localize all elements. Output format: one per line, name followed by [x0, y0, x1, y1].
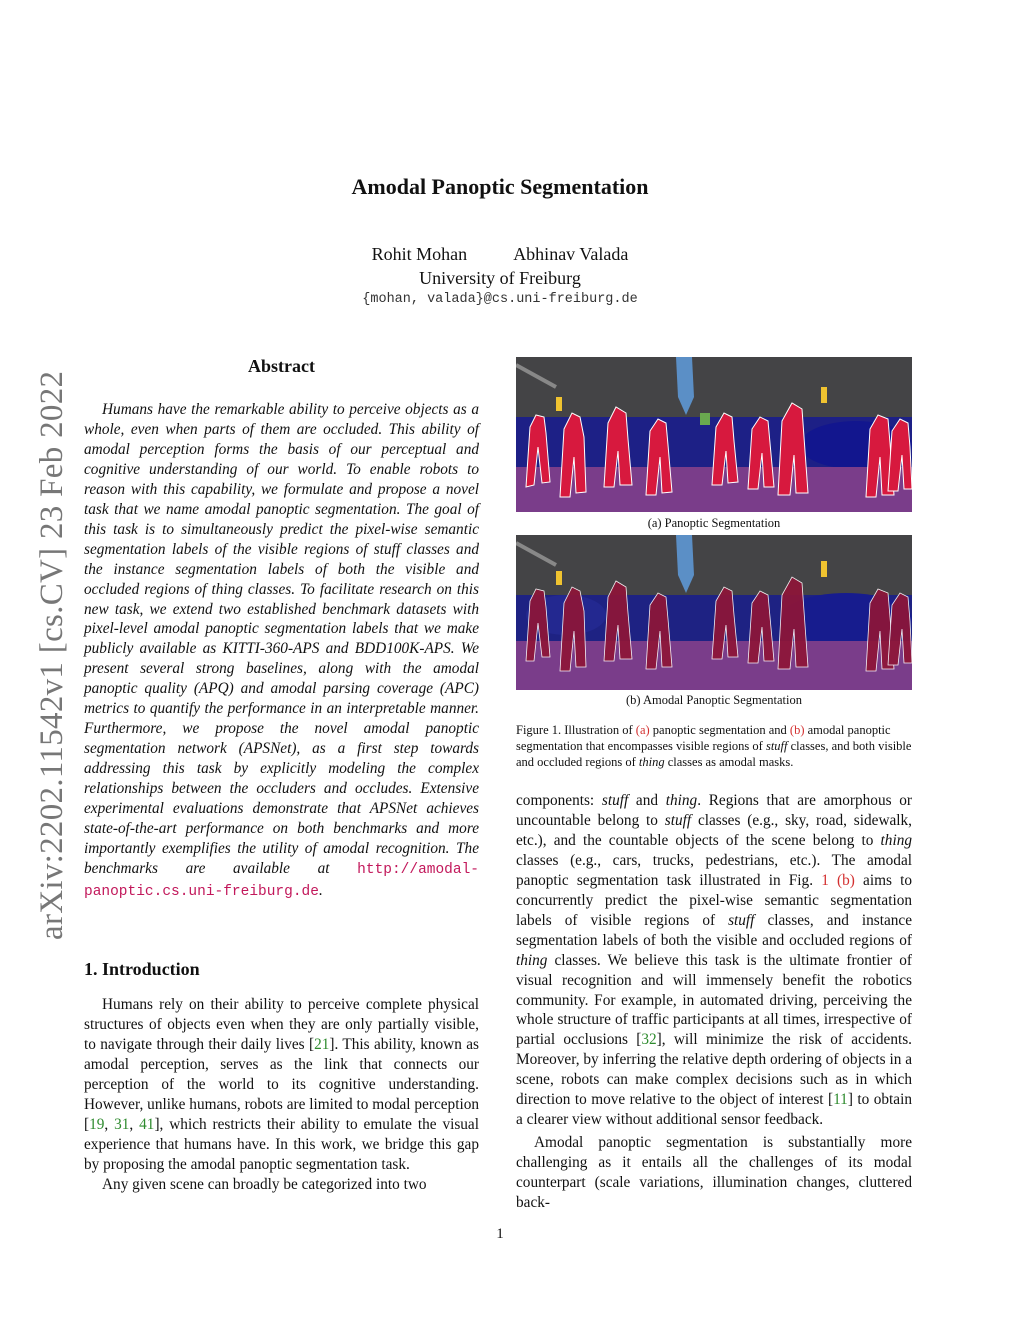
figure-ref[interactable]: 1 (b): [821, 871, 855, 889]
intro-paragraph-1: [84, 995, 479, 1175]
text: ,: [104, 1115, 115, 1133]
text: and: [628, 792, 666, 809]
figure-ref-b[interactable]: (b): [789, 723, 805, 737]
term-stuff: stuff: [601, 792, 629, 809]
text: ], will minimize the risk of accidents. Moreover, by inferring the relative depth ordering of objects in a scene, robots can make complex decisions such as in which direction to move relative to the object of interest [: [516, 1031, 912, 1109]
text: ], which restricts their ability to emulate the visual experience that humans have. In this work, we bridge this gap by proposing the amodal panoptic segmentation task.: [84, 1115, 479, 1173]
term-thing: thing: [880, 831, 912, 849]
right-paragraph-2: Amodal panoptic segmentation is substantially more challenging as it entails all the challenges of its modal counterpart (scale variations, illumination changes, cluttered back-: [516, 1134, 912, 1211]
intro-paragraph-2: Any given scene can broadly be categorized into two: [102, 1176, 427, 1193]
affiliation: University of Freiburg: [419, 268, 581, 288]
section-heading-introduction: 1. Introduction: [84, 959, 200, 979]
figure-caption: [516, 722, 912, 770]
text: classes (e.g., cars, trucks, pedestrians, etc.). The amodal panoptic segmentation task illustrated in Fig.: [516, 851, 912, 889]
text: Figure 1. Illustration of: [516, 723, 636, 737]
text: ]. This ability, known as amodal perception, serves as the link that connects our perception of the world to its cognitive understanding. However, unlike humans, robots are limited to modal perception [: [84, 1035, 479, 1133]
text: components:: [516, 792, 602, 809]
citation-link[interactable]: 32: [641, 1031, 657, 1049]
term-thing: thing: [638, 755, 665, 769]
paper-title: Amodal Panoptic Segmentation: [351, 174, 649, 199]
right-paragraph-1: [516, 791, 912, 1130]
term-stuff: stuff: [765, 739, 788, 753]
text: classes, and both visible and occluded regions of: [516, 739, 912, 769]
citation-link[interactable]: 41: [139, 1115, 155, 1133]
citation-link[interactable]: 31: [114, 1115, 130, 1133]
subfigure-caption-b: (b) Amodal Panoptic Segmentation: [625, 693, 802, 707]
term-stuff: stuff: [728, 911, 755, 929]
term-thing: thing: [665, 792, 698, 809]
term-stuff: stuff: [664, 811, 692, 829]
citation-link[interactable]: 19: [89, 1115, 105, 1133]
panoptic-segmentation-image: [516, 357, 912, 512]
abstract-end: .: [318, 881, 323, 899]
text: Humans rely on their ability to perceive complete physical structures of objects even when they are only partially visible, to navigate through their daily lives [: [84, 996, 479, 1053]
author-emails: {mohan, valada}@cs.uni-freiburg.de: [362, 292, 638, 307]
citation-link[interactable]: 21: [314, 1035, 330, 1053]
abstract-heading: Abstract: [248, 356, 315, 376]
page-number: 1: [496, 1226, 504, 1242]
author-block: [0, 242, 1000, 290]
abstract-body: Humans have the remarkable ability to perceive objects as a whole, even when parts of them are occluded. This ability of amodal perception forms the basis of our perceptual and cognitive understanding of our world. To enable robots to reason with this capability, we formulate and propose a novel task that we name amodal panoptic segmentation. The goal of this task is to simultaneously predict the pixel-wise semantic segmentation labels of the visible regions of stuff classes and the instance segmentation labels of both the visible and occluded regions of thing classes. To facilitate research on this new task, we extend two established benchmark datasets with pixel-level amodal panoptic segmentation labels that we make publicly available as KITTI-360-APS and BDD100K-APS. We present several strong baselines, along with the amodal panoptic quality (APQ) and amodal parsing coverage (APC) metrics to quantify the performance in an interpretable manner. Furthermore, we propose the novel amodal panoptic segmentation network (APSNet), as a first step towards addressing this task by explicitly modeling the complex relationships between the occluders and occludes. Extensive experimental evaluations demonstrate that APSNet achieves state-of-the-art performance on both benchmarks and more importantly exemplifies the utility of amodal recognition. The benchmarks are available at: [84, 401, 479, 877]
text: classes as amodal masks.: [664, 755, 794, 769]
text: amodal panoptic segmentation that encompasses visible regions of: [516, 723, 891, 753]
arxiv-stamp: arXiv:2202.11542v1 [cs.CV] 23 Feb 2022: [34, 370, 70, 940]
text: . Regions that are amorphous or uncountable belong to: [516, 792, 912, 829]
text: panoptic segmentation and: [649, 723, 790, 737]
text: classes. We believe this task is the ultimate frontier of visual recognition and will immensely benefit the robotics community. For example, in automated driving, perceiving the whole structure of traffic participants at all times, irrespective of partial occlusions [: [516, 951, 912, 1049]
text: ] to obtain a clearer view without additional sensor feedback.: [516, 1091, 912, 1129]
email-line: [0, 290, 1000, 307]
text: aims to concurrently predict the pixel-wise semantic segmentation labels of visible regions of: [516, 871, 912, 929]
author-mohan: Rohit Mohan: [371, 244, 468, 264]
text: classes, and instance segmentation labels of both the visible and occluded regions of: [516, 911, 912, 949]
benchmark-link[interactable]: http://amodal-panoptic.cs.uni-freiburg.de: [84, 861, 479, 900]
author-valada: Abhinav Valada: [513, 244, 629, 264]
abstract-text: [84, 400, 479, 903]
text: classes (e.g., sky, road, sidewalk, etc.), and the countable objects of the scene belong to: [516, 811, 913, 849]
figure-ref-a[interactable]: (a): [635, 723, 650, 737]
text: ,: [129, 1115, 140, 1133]
amodal-panoptic-segmentation-image: [516, 535, 912, 690]
citation-link[interactable]: 11: [833, 1091, 848, 1109]
term-thing: thing: [516, 951, 548, 969]
subfigure-caption-a: (a) Panoptic Segmentation: [647, 516, 781, 530]
